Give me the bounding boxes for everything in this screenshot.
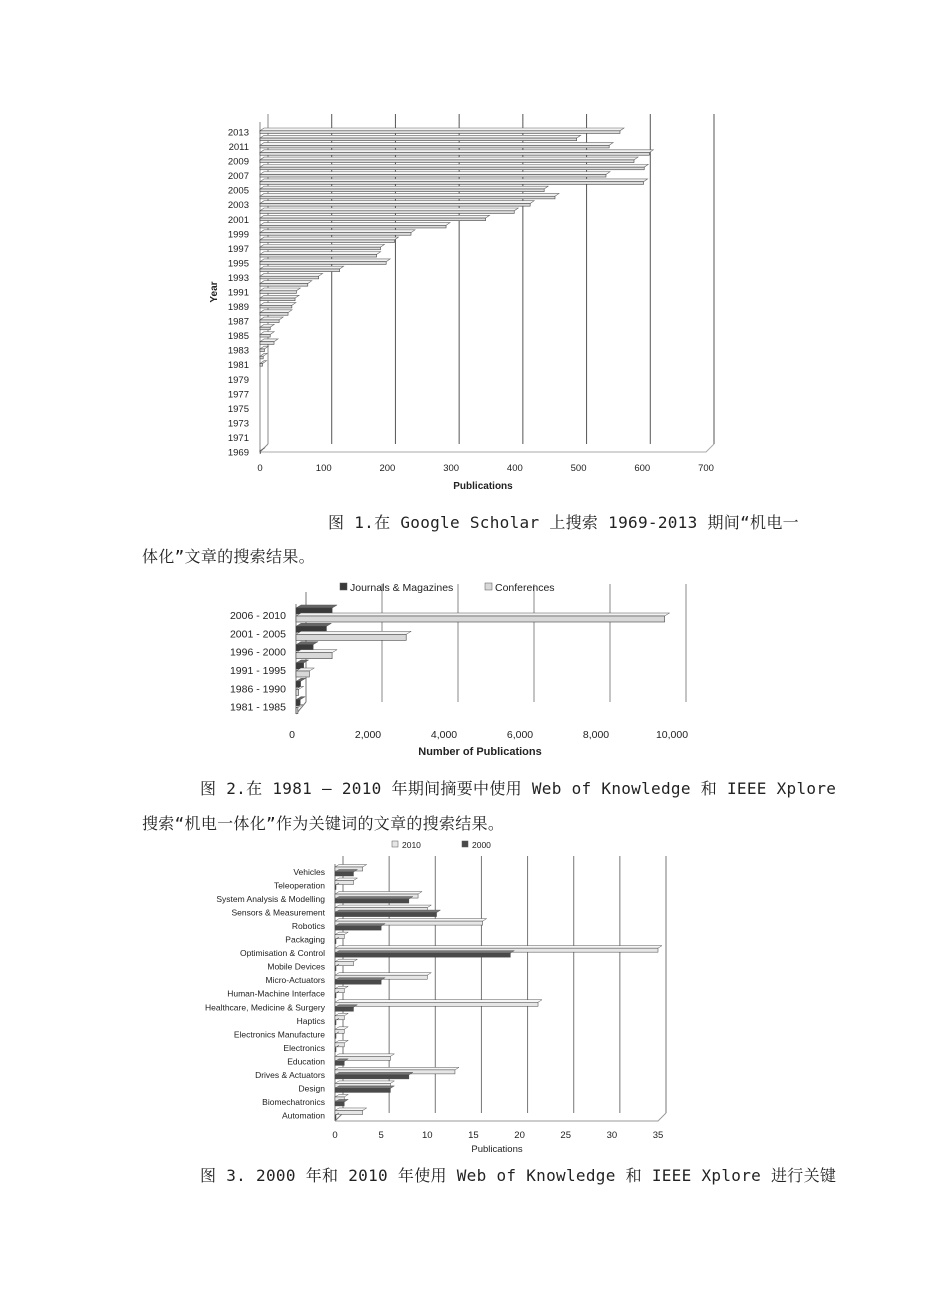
chart-1-bar-1982 xyxy=(260,356,263,359)
chart-1-bar-top-2005 xyxy=(260,186,548,189)
chart-1-bar-2003 xyxy=(260,204,530,207)
chart-3-bar-2000-system-analysis-modelling xyxy=(335,899,409,903)
chart-3-bar-2000-micro-actuators xyxy=(335,980,381,984)
chart-3-bar-2000-electronics xyxy=(335,1048,336,1052)
chart-2-x-tick-8000: 8,000 xyxy=(582,729,610,741)
chart-1-y-tick-2003: 2003 xyxy=(227,200,249,212)
chart-1-y-tick-1991: 1991 xyxy=(227,287,249,299)
chart-3-bar-2000-drives-actuators xyxy=(335,1075,409,1079)
chart-1-y-tick-1975: 1975 xyxy=(227,403,249,415)
chart-1-bar-top-2004 xyxy=(260,193,559,196)
chart-2-bar-top-journals-magazines-2001-2005 xyxy=(296,623,331,626)
chart-2-y-tick-1991-1995: 1991 - 1995 xyxy=(229,665,286,677)
chart-3-y-tick-haptics: Haptics xyxy=(296,1015,325,1026)
chart-1-bar-top-1995 xyxy=(260,259,390,262)
chart-1-y-tick-1997: 1997 xyxy=(227,243,249,255)
chart-3-y-tick-human-machine-interface: Human-Machine Interface xyxy=(227,988,325,999)
chart-3-y-tick-system-analysis-modelling: System Analysis & Modelling xyxy=(216,894,325,905)
chart-1-bar-1993 xyxy=(260,276,319,279)
chart-3-bar-2000-packaging xyxy=(335,940,336,944)
chart-3-x-tick-30: 30 xyxy=(606,1130,618,1141)
chart-3-bar-top-2010-electronics-manufacture xyxy=(335,1027,348,1030)
chart-3-y-tick-packaging: Packaging xyxy=(285,934,325,945)
chart-1-bar-top-1983 xyxy=(260,346,268,349)
chart-3-bar-top-2010-education xyxy=(335,1054,394,1057)
chart-3-bar-2000-electronics-manufacture xyxy=(335,1034,336,1038)
chart-3-bar-top-2010-sensors-measurement xyxy=(335,905,431,908)
chart-3-bar-2000-education xyxy=(335,1061,344,1065)
chart-3-legend-swatch-2000 xyxy=(462,841,468,847)
chart-2-bar-top-journals-magazines-1991-1995 xyxy=(296,660,309,663)
chart-3-y-tick-biomechatronics: Biomechatronics xyxy=(262,1096,325,1107)
chart-1-bar-top-1998 xyxy=(260,237,398,240)
chart-2-bar-top-conferences-2006-2010 xyxy=(296,613,670,616)
chart-1-bar-2004 xyxy=(260,196,555,199)
chart-2-bar-conferences-1991-1995 xyxy=(296,671,309,677)
figure-1-caption-line-1: 图 1.在 Google Scholar 上搜索 1969-2013 期间“机电一 xyxy=(328,513,799,532)
chart-1-y-tick-2005: 2005 xyxy=(227,185,249,197)
chart-3-bar-2010-electronics-manufacture xyxy=(335,1029,344,1033)
figure-1-caption-line-2: 体化”文章的搜索结果。 xyxy=(142,547,315,566)
chart-3-bar-top-2010-automation xyxy=(335,1108,367,1111)
chart-1-bar-top-1987 xyxy=(260,317,283,320)
chart-2-bar-conferences-1986-1990 xyxy=(296,689,299,695)
chart-3-bar-top-2010-robotics xyxy=(335,919,487,922)
chart-2-legend-label-journals-magazines: Journals & Magazines xyxy=(350,582,454,594)
chart-1-bar-2000 xyxy=(260,225,446,228)
chart-1-bar-top-1992 xyxy=(260,281,312,284)
chart-3-y-tick-vehicles: Vehicles xyxy=(293,867,325,877)
chart-publications-by-period xyxy=(230,582,688,758)
chart-1-bar-top-2011 xyxy=(260,143,613,146)
chart-3-bar-top-2010-packaging xyxy=(335,932,348,935)
chart-3-bar-2010-human-machine-interface xyxy=(335,989,344,993)
chart-1-y-tick-1973: 1973 xyxy=(227,418,249,430)
chart-1-floor xyxy=(260,444,714,452)
chart-1-y-tick-2007: 2007 xyxy=(227,171,249,183)
chart-3-bar-top-2000-micro-actuators xyxy=(335,978,385,981)
chart-3-bar-2010-healthcare-medicine-surgery xyxy=(335,1002,538,1006)
chart-2-legend-label-conferences: Conferences xyxy=(495,582,555,594)
chart-3-bar-top-2000-robotics xyxy=(335,924,385,927)
chart-2-bar-conferences-1981-1985 xyxy=(296,708,298,714)
chart-1-y-tick-1977: 1977 xyxy=(227,389,249,401)
chart-1-y-tick-1971: 1971 xyxy=(227,432,249,444)
chart-1-bar-2011 xyxy=(260,145,609,148)
chart-1-bar-top-1981 xyxy=(260,361,267,364)
chart-2-legend-swatch-conferences xyxy=(485,583,492,590)
chart-3-bar-2000-human-machine-interface xyxy=(335,994,336,998)
chart-2-x-tick-0: 0 xyxy=(289,729,295,741)
chart-1-bar-2001 xyxy=(260,218,486,221)
chart-1-y-tick-1981: 1981 xyxy=(227,360,249,372)
chart-3-legend-swatch-2010 xyxy=(392,841,398,847)
chart-1-x-tick-300: 300 xyxy=(443,463,460,474)
chart-3-bar-2000-automation xyxy=(335,1115,336,1119)
chart-1-x-tick-0: 0 xyxy=(257,463,263,474)
chart-2-bar-top-journals-magazines-1996-2000 xyxy=(296,642,318,645)
chart-1-bar-2007 xyxy=(260,174,606,177)
chart-1-y-axis-label: Year xyxy=(209,281,220,303)
chart-2-bar-conferences-2001-2005 xyxy=(296,634,406,640)
chart-3-x-tick-10: 10 xyxy=(421,1130,433,1141)
chart-1-bar-top-1984 xyxy=(260,339,278,342)
chart-1-bar-top-1991 xyxy=(260,288,300,291)
chart-3-bar-top-2000-design xyxy=(335,1086,394,1089)
chart-1-x-tick-400: 400 xyxy=(506,463,523,474)
chart-3-bar-2000-mobile-devices xyxy=(335,967,336,971)
chart-3-bar-top-2000-vehicles xyxy=(335,870,357,873)
chart-1-bar-top-2010 xyxy=(260,150,653,153)
chart-3-bar-top-2010-human-machine-interface xyxy=(335,986,348,989)
chart-3-bar-2010-automation xyxy=(335,1110,363,1114)
chart-3-bar-top-2010-optimisation-control xyxy=(335,946,662,949)
chart-3-bar-top-2010-micro-actuators xyxy=(335,973,431,976)
chart-3-bar-top-2000-optimisation-control xyxy=(335,951,514,954)
chart-3-floor xyxy=(335,1113,666,1121)
chart-1-y-tick-1993: 1993 xyxy=(227,272,249,284)
chart-3-bar-2010-packaging xyxy=(335,935,344,939)
chart-3-bar-2000-sensors-measurement xyxy=(335,913,437,917)
chart-1-bar-1981 xyxy=(260,364,263,367)
chart-3-bar-top-2010-vehicles xyxy=(335,865,367,868)
chart-2-bar-journals-magazines-1986-1990 xyxy=(296,681,301,687)
chart-3-bar-top-2010-teleoperation xyxy=(335,878,357,881)
chart-3-x-tick-15: 15 xyxy=(468,1130,479,1141)
chart-3-y-tick-education: Education xyxy=(287,1056,325,1067)
chart-3-y-tick-design: Design xyxy=(298,1083,325,1094)
figure-2-caption-line-2: 搜索“机电一体化”作为关键词的文章的搜索结果。 xyxy=(142,814,505,833)
chart-3-bar-top-2010-design xyxy=(335,1081,394,1084)
chart-1-x-tick-600: 600 xyxy=(634,463,651,474)
chart-1-bar-top-2003 xyxy=(260,201,534,204)
chart-3-bar-2000-haptics xyxy=(335,1021,336,1025)
chart-1-bar-top-1999 xyxy=(260,230,415,233)
chart-publications-by-year xyxy=(209,114,714,492)
chart-1-bar-1994 xyxy=(260,269,340,272)
chart-1-bar-top-1997 xyxy=(260,244,384,247)
chart-2-x-axis-label: Number of Publications xyxy=(418,746,542,758)
chart-2-y-tick-1996-2000: 1996 - 2000 xyxy=(229,646,286,659)
chart-3-x-tick-0: 0 xyxy=(332,1130,338,1141)
chart-1-bar-top-1982 xyxy=(260,353,267,356)
chart-3-x-tick-20: 20 xyxy=(514,1130,525,1141)
chart-3-bar-top-2010-electronics xyxy=(335,1040,348,1043)
chart-3-y-tick-healthcare-medicine-surgery: Healthcare, Medicine & Surgery xyxy=(204,1002,325,1013)
chart-3-bar-2010-haptics xyxy=(335,1016,344,1020)
chart-1-bar-top-2012 xyxy=(260,135,581,138)
chart-3-bar-top-2010-system-analysis-modelling xyxy=(335,892,422,895)
chart-2-bar-conferences-1996-2000 xyxy=(296,653,332,659)
chart-2-x-tick-6000: 6,000 xyxy=(506,729,534,741)
chart-1-bar-1996 xyxy=(260,254,377,257)
chart-3-y-tick-automation: Automation xyxy=(282,1110,325,1121)
chart-1-bar-2010 xyxy=(260,153,649,156)
chart-1-bar-top-2008 xyxy=(260,164,648,167)
chart-2-bar-top-conferences-2001-2005 xyxy=(296,631,411,634)
chart-3-y-tick-drives-actuators: Drives & Actuators xyxy=(255,1069,325,1080)
chart-1-x-tick-100: 100 xyxy=(315,463,332,474)
chart-3-bar-2000-design xyxy=(335,1088,390,1092)
chart-2-bar-journals-magazines-1981-1985 xyxy=(296,700,300,706)
chart-3-bar-2010-electronics xyxy=(335,1043,344,1047)
chart-1-bar-top-1996 xyxy=(260,252,381,255)
chart-3-bar-top-2000-drives-actuators xyxy=(335,1072,413,1075)
chart-1-y-tick-2011: 2011 xyxy=(228,142,249,154)
chart-3-bar-top-2010-mobile-devices xyxy=(335,959,357,962)
chart-3-y-tick-robotics: Robotics xyxy=(291,921,325,932)
chart-1-bar-1997 xyxy=(260,247,380,250)
chart-1-bar-1969 xyxy=(260,451,261,454)
chart-3-legend-label-2000: 2000 xyxy=(472,840,491,850)
chart-1-x-tick-500: 500 xyxy=(570,463,587,474)
chart-1-y-tick-1995: 1995 xyxy=(227,258,249,270)
chart-1-bar-2012 xyxy=(260,138,577,141)
chart-2-bar-top-journals-magazines-1981-1985 xyxy=(296,697,305,700)
chart-1-bar-1986 xyxy=(260,327,270,330)
chart-1-bar-top-2002 xyxy=(260,208,518,211)
chart-1-bar-1988 xyxy=(260,313,288,316)
chart-1-y-tick-1999: 1999 xyxy=(227,229,249,241)
chart-1-bar-2006 xyxy=(260,182,644,185)
chart-2-y-tick-2006-2010: 2006 - 2010 xyxy=(229,610,286,622)
chart-3-x-tick-25: 25 xyxy=(560,1130,572,1141)
chart-1-y-tick-1979: 1979 xyxy=(227,374,249,386)
chart-3-x-axis-label: Publications xyxy=(471,1144,523,1155)
chart-1-bar-1989 xyxy=(260,305,292,308)
figure-2-caption-line-1: 图 2.在 1981 – 2010 年期间摘要中使用 Web of Knowledge 和 IEEE Xplore xyxy=(200,779,837,798)
chart-1-bar-top-2013 xyxy=(260,128,624,131)
chart-1-bar-1995 xyxy=(260,262,386,265)
chart-3-x-tick-35: 35 xyxy=(652,1130,664,1141)
chart-1-y-tick-1983: 1983 xyxy=(227,345,249,357)
chart-1-bar-2009 xyxy=(260,160,634,163)
chart-1-x-tick-200: 200 xyxy=(379,463,396,474)
chart-3-y-tick-electronics-manufacture: Electronics Manufacture xyxy=(233,1029,325,1040)
chart-1-bar-top-2009 xyxy=(260,157,638,160)
chart-1-x-axis-label: Publications xyxy=(453,481,513,492)
chart-1-bar-top-2006 xyxy=(260,179,648,182)
chart-2-legend-swatch-journals-magazines xyxy=(340,583,347,590)
chart-2-x-tick-4000: 4,000 xyxy=(430,729,458,741)
chart-2-bar-conferences-2006-2010 xyxy=(296,616,665,622)
chart-3-y-tick-mobile-devices: Mobile Devices xyxy=(267,961,325,972)
chart-publications-by-topic xyxy=(205,840,666,1155)
chart-1-bar-top-1989 xyxy=(260,303,296,306)
chart-3-y-tick-electronics: Electronics xyxy=(283,1042,325,1053)
chart-1-bar-top-1988 xyxy=(260,310,292,313)
chart-3-bar-top-2010-biomechatronics xyxy=(335,1094,348,1097)
chart-1-bar-top-2000 xyxy=(260,223,450,226)
chart-1-bar-2008 xyxy=(260,167,644,170)
chart-3-y-tick-optimisation-control: Optimisation & Control xyxy=(239,948,325,959)
chart-3-y-tick-micro-actuators: Micro-Actuators xyxy=(265,975,325,986)
chart-2-bar-top-conferences-1996-2000 xyxy=(296,650,337,653)
chart-1-bar-2002 xyxy=(260,211,514,214)
chart-2-y-tick-2001-2005: 2001 - 2005 xyxy=(229,628,286,641)
chart-1-bar-1990 xyxy=(260,298,295,301)
chart-1-y-tick-2001: 2001 xyxy=(227,214,249,226)
chart-1-x-tick-700: 700 xyxy=(698,463,714,474)
figure-3-caption-line-1: 图 3. 2000 年和 2010 年使用 Web of Knowledge 和 IEEE Xplore 进行关键 xyxy=(200,1166,837,1185)
chart-2-y-tick-1981-1985: 1981 - 1985 xyxy=(229,701,286,714)
chart-3-y-tick-teleoperation: Teleoperation xyxy=(273,880,325,891)
chart-1-y-tick-2013: 2013 xyxy=(227,127,249,139)
chart-1-y-tick-1987: 1987 xyxy=(227,316,249,328)
chart-3-bar-2000-optimisation-control xyxy=(335,953,510,957)
chart-3-y-tick-sensors-measurement: Sensors & Measurement xyxy=(231,907,325,918)
chart-3-bar-2000-biomechatronics xyxy=(335,1102,344,1106)
chart-3-bar-top-2010-healthcare-medicine-surgery xyxy=(335,1000,542,1003)
chart-1-bar-top-1990 xyxy=(260,295,299,298)
chart-1-bar-1984 xyxy=(260,342,274,345)
chart-1-bar-1992 xyxy=(260,284,308,287)
chart-3-bar-top-2000-system-analysis-modelling xyxy=(335,897,413,900)
chart-1-bar-1998 xyxy=(260,240,394,243)
chart-1-bar-top-1993 xyxy=(260,273,323,276)
chart-1-bar-top-2007 xyxy=(260,172,610,175)
chart-1-bar-1991 xyxy=(260,291,296,294)
chart-2-x-tick-2000: 2,000 xyxy=(354,729,382,741)
chart-3-legend-label-2010: 2010 xyxy=(402,840,421,850)
chart-1-bar-1999 xyxy=(260,233,411,236)
chart-1-bar-1983 xyxy=(260,349,264,352)
chart-1-y-tick-1985: 1985 xyxy=(227,331,249,343)
chart-1-bar-top-1985 xyxy=(260,332,274,335)
chart-2-x-tick-10000: 10,000 xyxy=(655,729,689,741)
chart-1-y-tick-1989: 1989 xyxy=(227,302,249,314)
chart-3-bar-top-2000-healthcare-medicine-surgery xyxy=(335,1005,357,1008)
chart-1-y-tick-2009: 2009 xyxy=(227,156,249,168)
chart-3-bar-2000-teleoperation xyxy=(335,886,336,890)
chart-3-x-tick-5: 5 xyxy=(378,1130,384,1141)
chart-2-bar-top-journals-magazines-2006-2010 xyxy=(296,605,337,608)
chart-1-bar-1987 xyxy=(260,320,279,323)
chart-1-bar-top-1986 xyxy=(260,324,274,327)
chart-1-bar-2013 xyxy=(260,131,620,134)
chart-2-bar-top-journals-magazines-1986-1990 xyxy=(296,678,306,681)
chart-3-bar-top-2010-drives-actuators xyxy=(335,1067,459,1070)
chart-3-bar-top-2000-sensors-measurement xyxy=(335,910,441,913)
chart-3-bar-2000-vehicles xyxy=(335,872,353,876)
chart-1-bar-1985 xyxy=(260,334,270,337)
chart-1-y-tick-1969: 1969 xyxy=(227,447,249,459)
chart-3-bar-2000-robotics xyxy=(335,926,381,930)
chart-3-bar-top-2010-haptics xyxy=(335,1013,348,1016)
chart-3-bar-2000-healthcare-medicine-surgery xyxy=(335,1007,353,1011)
chart-2-y-tick-1986-1990: 1986 - 1990 xyxy=(229,683,286,696)
chart-1-bar-2005 xyxy=(260,189,544,192)
chart-1-bar-top-1994 xyxy=(260,266,344,269)
chart-1-bar-top-2001 xyxy=(260,215,490,218)
